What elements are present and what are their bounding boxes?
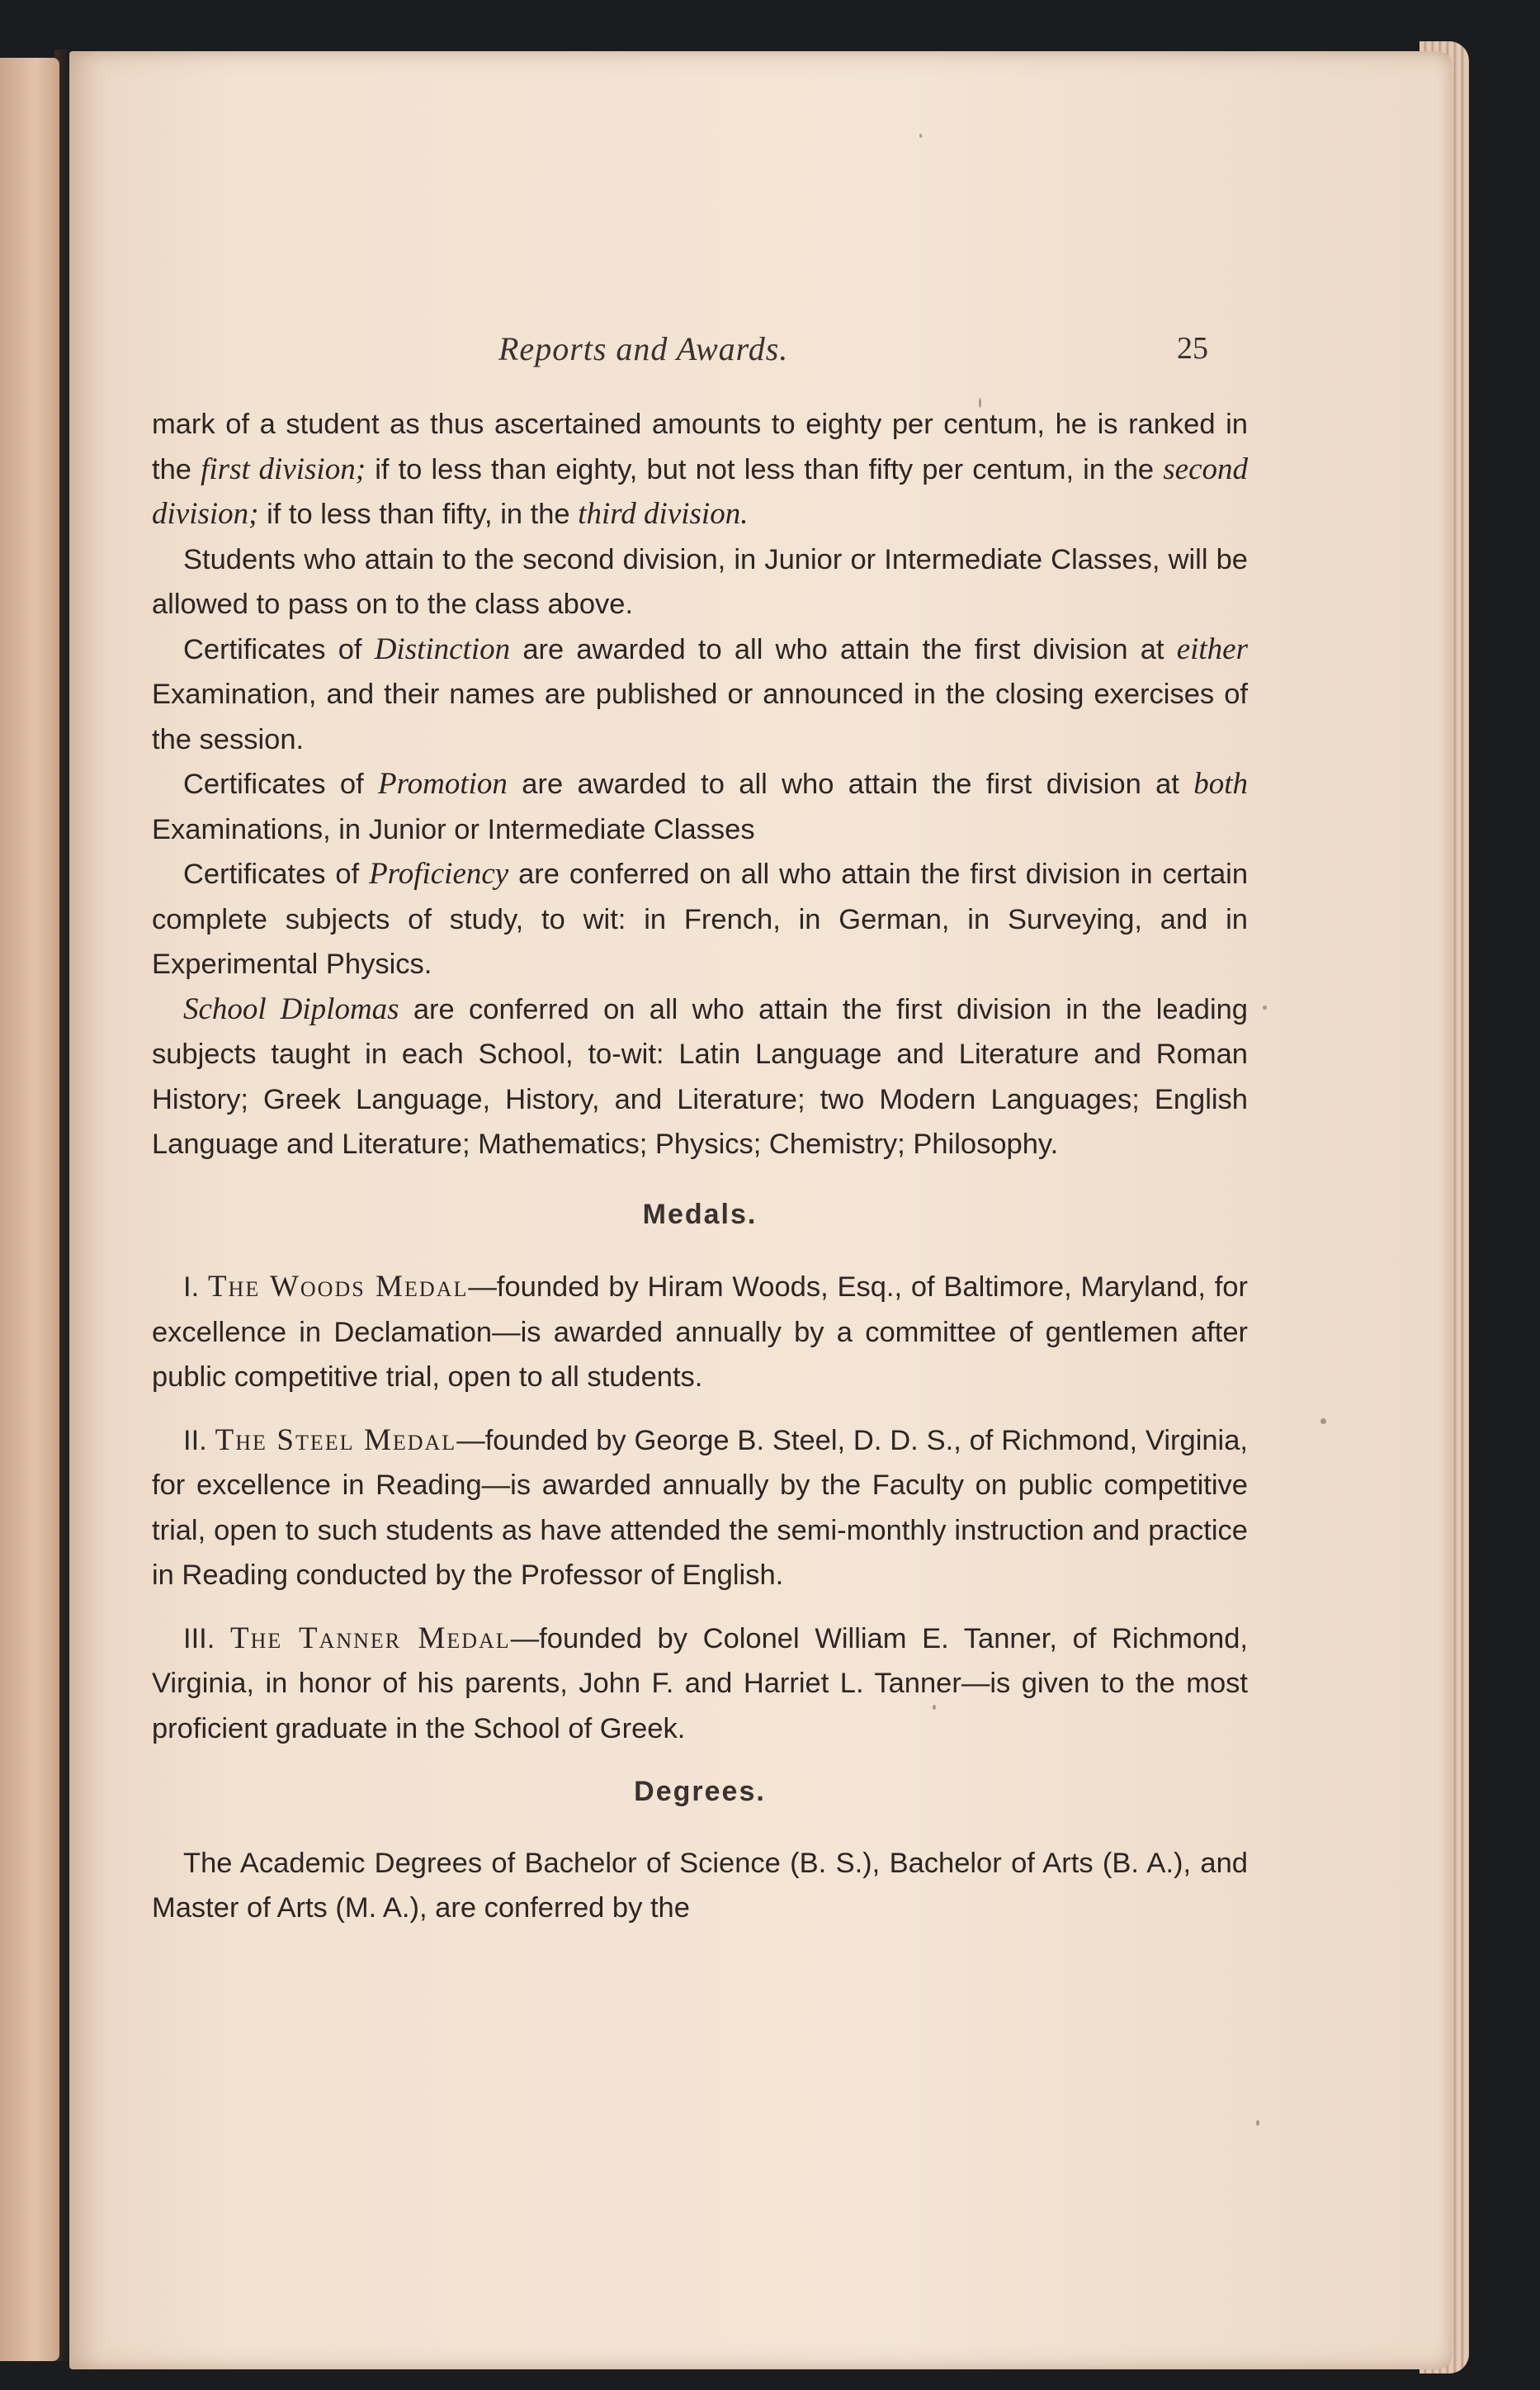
- paragraph-school-diplomas: [152, 987, 1248, 1167]
- italic-term: School Diplomas: [183, 991, 399, 1026]
- italic-term: second division;: [152, 452, 1249, 531]
- italic-term: first division;: [201, 452, 366, 486]
- paragraph-proficiency: [152, 852, 1248, 987]
- paragraph-text: Certificates of: [183, 859, 370, 890]
- degrees-heading: Degrees.: [634, 1776, 766, 1807]
- paper-speck: [1263, 1006, 1267, 1010]
- book-page: [69, 51, 1453, 2369]
- paragraph-text: are awarded to all who attain the first division at: [507, 769, 1194, 800]
- italic-term: third division.: [578, 497, 749, 531]
- paragraph-text: Certificates of: [183, 633, 375, 665]
- paragraph-distinction: [152, 627, 1248, 763]
- medal-name: The Steel Medal: [215, 1422, 457, 1457]
- paragraph-division-ranking: [152, 402, 1248, 537]
- medal-woods: [152, 1265, 1248, 1400]
- page-body: [152, 402, 1248, 1931]
- medal-name: The Woods Medal: [207, 1270, 469, 1304]
- paper-speck: [979, 398, 981, 408]
- paper-speck: [1256, 2120, 1259, 2126]
- paragraph-text: are conferred on all who attain the first division in the leading subjects taught in each School, to-wit: Latin Language and Literature and Roman History; Greek Language, History, and Literature; two Modern Languages; English Language and Literature; Mathematics; Physics; Chemistry; Philosophy.: [152, 993, 1248, 1160]
- medal-description: —founded by George B. Steel, D. D. S., of Richmond, Virginia, for excellence in Reading—is awarded annually by the Faculty on public competitive trial, open to such students as have attended the semi-monthly instruction and practice in Reading conducted by the Professor of English.: [152, 1424, 1248, 1591]
- medal-description: —founded by Hiram Woods, Esq., of Baltimore, Maryland, for excellence in Declamation—is awarded annually by a committee of gentlemen after public competitive trial, open to all students.: [152, 1271, 1248, 1393]
- paper-speck: [933, 1705, 936, 1710]
- medal-tanner: [152, 1616, 1248, 1752]
- page-number: 25: [1177, 331, 1208, 366]
- paragraph-promotion: [152, 762, 1248, 852]
- medal-steel: [152, 1418, 1248, 1598]
- paper-speck: [919, 134, 922, 138]
- paragraph-text: are awarded to all who attain the first division at: [510, 633, 1177, 665]
- paragraph-text: Certificates of: [183, 769, 379, 800]
- paper-speck: [1320, 1418, 1326, 1424]
- paragraph-text: if to less than fifty, in the: [258, 499, 579, 530]
- medal-number: II.: [183, 1424, 207, 1456]
- paragraph-text: mark of a student as thus ascertained amounts to eighty per centum, he is ranked in the: [152, 409, 1248, 485]
- italic-term: both: [1193, 767, 1248, 801]
- paragraph-text: Examination, and their names are published or announced in the closing exercises of the session.: [152, 679, 1248, 755]
- medal-name: The Tanner Medal: [230, 1621, 511, 1655]
- medal-number: I.: [183, 1271, 200, 1303]
- italic-term: Distinction: [374, 632, 511, 666]
- paragraph-text: if to less than eighty, but not less than fifty per centum, in the: [366, 453, 1164, 485]
- italic-term: either: [1176, 632, 1248, 666]
- italic-term: Promotion: [378, 767, 508, 801]
- running-head: Reports and Awards.: [498, 330, 789, 367]
- paragraph-text: Examinations, in Junior or Intermediate Classes: [152, 813, 755, 845]
- medal-description: —founded by Colonel William E. Tanner, of Richmond, Virginia, in honor of his parents, John F. and Harriet L. Tanner—is given to the most proficient graduate in the School of Greek.: [152, 1622, 1248, 1744]
- medal-number: III.: [183, 1622, 215, 1654]
- italic-term: Proficiency: [369, 857, 509, 891]
- paragraph-degrees: The Academic Degrees of Bachelor of Science (B. S.), Bachelor of Arts (B. A.), and Master of Arts (M. A.), are conferred by the: [152, 1847, 1248, 1924]
- medals-heading: Medals.: [642, 1198, 758, 1230]
- facing-page-edge: [0, 58, 59, 2361]
- paragraph-second-division: Students who attain to the second division, in Junior or Intermediate Classes, will be allowed to pass on to the class above.: [152, 543, 1248, 620]
- paragraph-text: are conferred on all who attain the first division in certain complete subjects of study, to wit: in French, in German, in Surveying, and in Experimental Physics.: [152, 859, 1249, 980]
